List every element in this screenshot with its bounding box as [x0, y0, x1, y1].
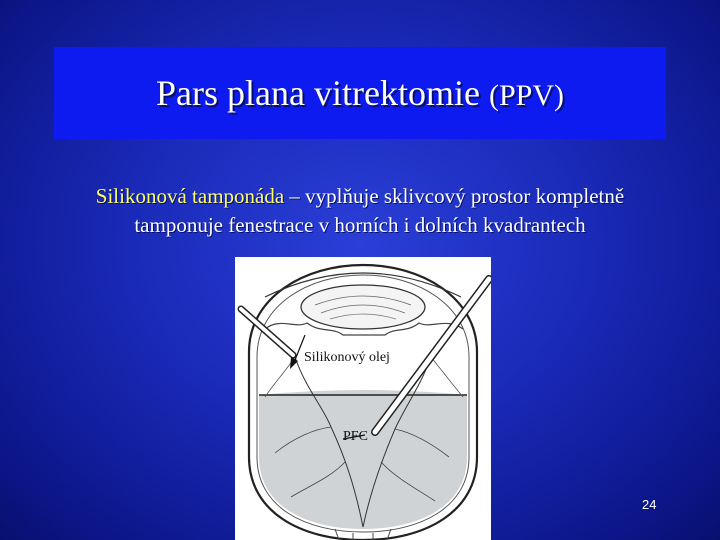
pfc-layer [259, 390, 467, 529]
title-box [54, 47, 666, 139]
title-abbreviation: (PPV) [488, 79, 564, 112]
pfc-label: PFC [343, 429, 368, 444]
body-line-2: tamponuje fenestrace v horních i dolních kvadrantech [134, 213, 586, 237]
highlight-term: Silikonová tamponáda [95, 184, 285, 208]
silicone-oil-label: Silikonový olej [304, 350, 390, 365]
eye-diagram [235, 257, 491, 540]
page-number: 24 [642, 497, 657, 512]
slide-title [156, 72, 564, 114]
title-main: Pars plana vitrektomie [156, 73, 489, 113]
body-line-1 [20, 182, 700, 211]
lens [301, 285, 425, 329]
body-line-1-rest: – vyplňuje sklivcový prostor kompletně [284, 184, 625, 208]
body-text [20, 182, 700, 240]
eye-illustration [235, 257, 491, 540]
